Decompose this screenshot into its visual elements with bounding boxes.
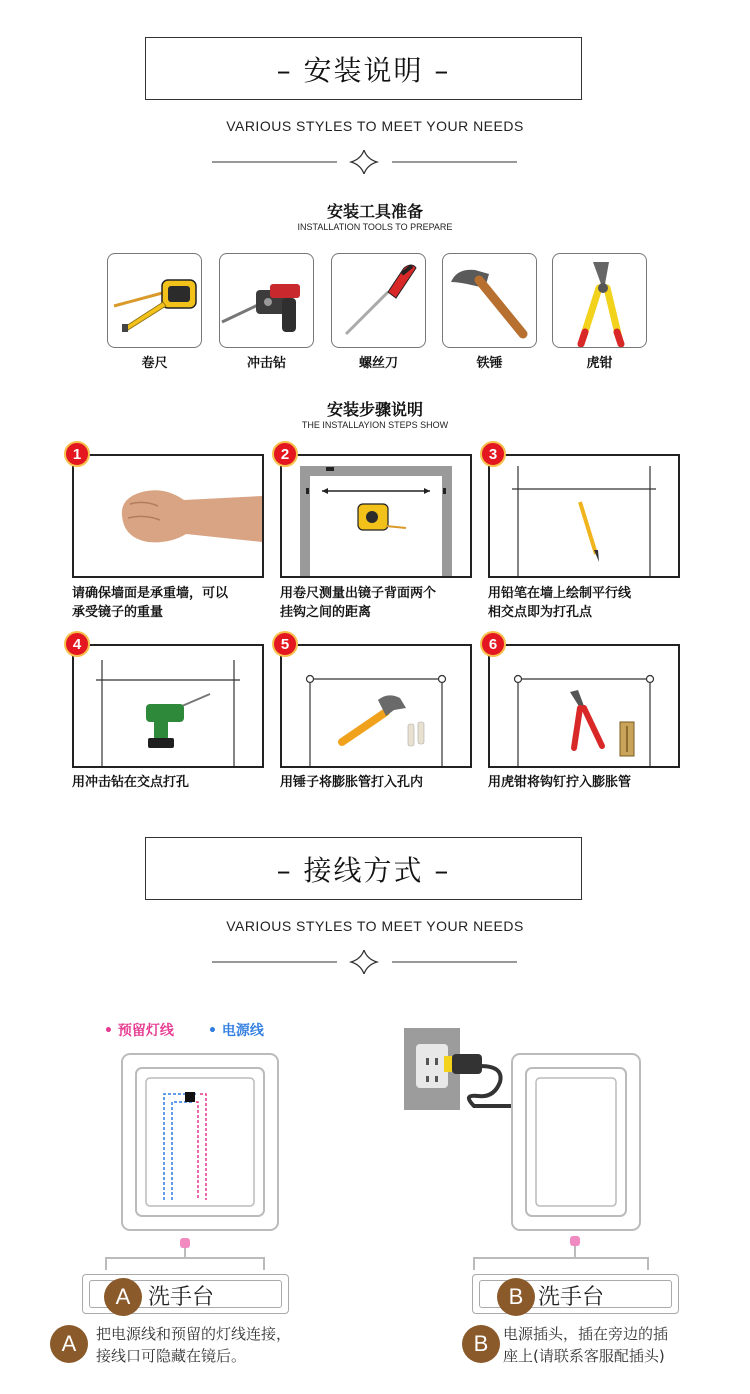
legend-label: 电源线 (221, 1023, 264, 1039)
mirror-measure-icon (282, 456, 470, 576)
diamond-divider-icon (212, 150, 517, 174)
tape-measure-icon (108, 254, 202, 348)
steps-subheading: THE INSTALLAYION STEPS SHOW (301, 420, 449, 430)
step-badge: 6 (480, 631, 506, 657)
install-title-box (145, 37, 582, 100)
step-text-line: 承受镜子的重量 (72, 605, 164, 620)
step-badge: 3 (480, 441, 506, 467)
tool-label: 螺丝刀 (358, 356, 398, 371)
step-5-panel (280, 644, 472, 768)
note-a-marker: A (50, 1325, 88, 1363)
tool-tape-measure (107, 253, 202, 348)
legend-label: 预留灯线 (117, 1023, 174, 1039)
option-b-marker: B (497, 1278, 535, 1316)
step-6-text (488, 773, 688, 792)
wiring-title: – 接线方式 – (276, 853, 451, 887)
step-3-text (488, 584, 688, 622)
step-text-line: 相交点即为打孔点 (488, 605, 593, 620)
mirror-wiring-b-illustration (400, 1026, 650, 1270)
step-text-line: 用铅笔在墙上绘制平行线 (488, 586, 632, 601)
pencil-lines-icon (490, 456, 678, 576)
tools-subheading: INSTALLATION TOOLS TO PREPARE (297, 222, 453, 232)
step-1-text (72, 584, 272, 622)
note-a-text (96, 1323, 291, 1367)
impact-drill-icon (220, 254, 314, 348)
legend-item-power-wire (208, 1020, 264, 1040)
note-line: 接线口可隐藏在镜后。 (96, 1347, 247, 1365)
step-badge: 4 (64, 631, 90, 657)
legend-dot-icon: • (208, 1023, 222, 1039)
step-badge: 5 (272, 631, 298, 657)
screwdriver-icon (332, 254, 426, 348)
hammer-anchor-icon (282, 646, 470, 766)
tool-screwdriver (331, 253, 426, 348)
tool-label: 冲击钻 (246, 356, 286, 371)
step-3-panel (488, 454, 680, 578)
hammer-icon (443, 254, 537, 348)
pliers-icon (553, 254, 647, 348)
tool-pliers (552, 253, 647, 348)
step-badge: 1 (64, 441, 90, 467)
note-b-text (503, 1323, 668, 1367)
step-text-line: 用冲击钻在交点打孔 (72, 775, 190, 790)
step-badge: 2 (272, 441, 298, 467)
note-b-marker: B (462, 1325, 500, 1363)
tool-label: 虎钳 (586, 356, 613, 371)
step-6-panel (488, 644, 680, 768)
tool-label: 卷尺 (141, 356, 168, 371)
counter-a-label: 洗手台 (148, 1285, 215, 1310)
note-line: 电源插头，插在旁边的插 (503, 1325, 669, 1343)
step-text-line: 挂钩之间的距离 (280, 605, 372, 620)
fist-icon (74, 456, 262, 576)
step-2-panel (280, 454, 472, 578)
step-text-line: 用虎钳将钩钉拧入膨胀管 (488, 775, 632, 790)
step-4-panel (72, 644, 264, 768)
step-1-panel (72, 454, 264, 578)
install-title: – 安装说明 – (276, 53, 451, 87)
steps-heading: 安装步骤说明 (326, 400, 423, 419)
counter-b-label: 洗手台 (538, 1285, 605, 1310)
mirror-wiring-a-illustration (100, 1050, 300, 1270)
note-line: 把电源线和预留的灯线连接， (96, 1325, 292, 1343)
wiring-subtitle: VARIOUS STYLES TO MEET YOUR NEEDS (226, 918, 524, 934)
legend-dot-icon: • (104, 1023, 118, 1039)
step-text-line: 请确保墙面是承重墙，可以 (72, 586, 229, 601)
note-line: 座上(请联系客服配插头) (503, 1347, 665, 1365)
wiring-title-box (145, 837, 582, 900)
pliers-hook-icon (490, 646, 678, 766)
diamond-divider-icon (212, 950, 517, 974)
step-2-text (280, 584, 480, 622)
install-subtitle: VARIOUS STYLES TO MEET YOUR NEEDS (226, 118, 524, 134)
step-text-line: 用卷尺测量出镜子背面两个 (280, 586, 437, 601)
tool-hammer (442, 253, 537, 348)
drill-icon (74, 646, 262, 766)
step-5-text (280, 773, 480, 792)
tool-label: 铁锤 (476, 356, 503, 371)
step-text-line: 用锤子将膨胀管打入孔内 (280, 775, 424, 790)
step-4-text (72, 773, 272, 792)
tools-heading: 安装工具准备 (326, 202, 423, 221)
option-a-marker: A (104, 1278, 142, 1316)
tool-impact-drill (219, 253, 314, 348)
legend-item-light-wire (104, 1020, 174, 1040)
